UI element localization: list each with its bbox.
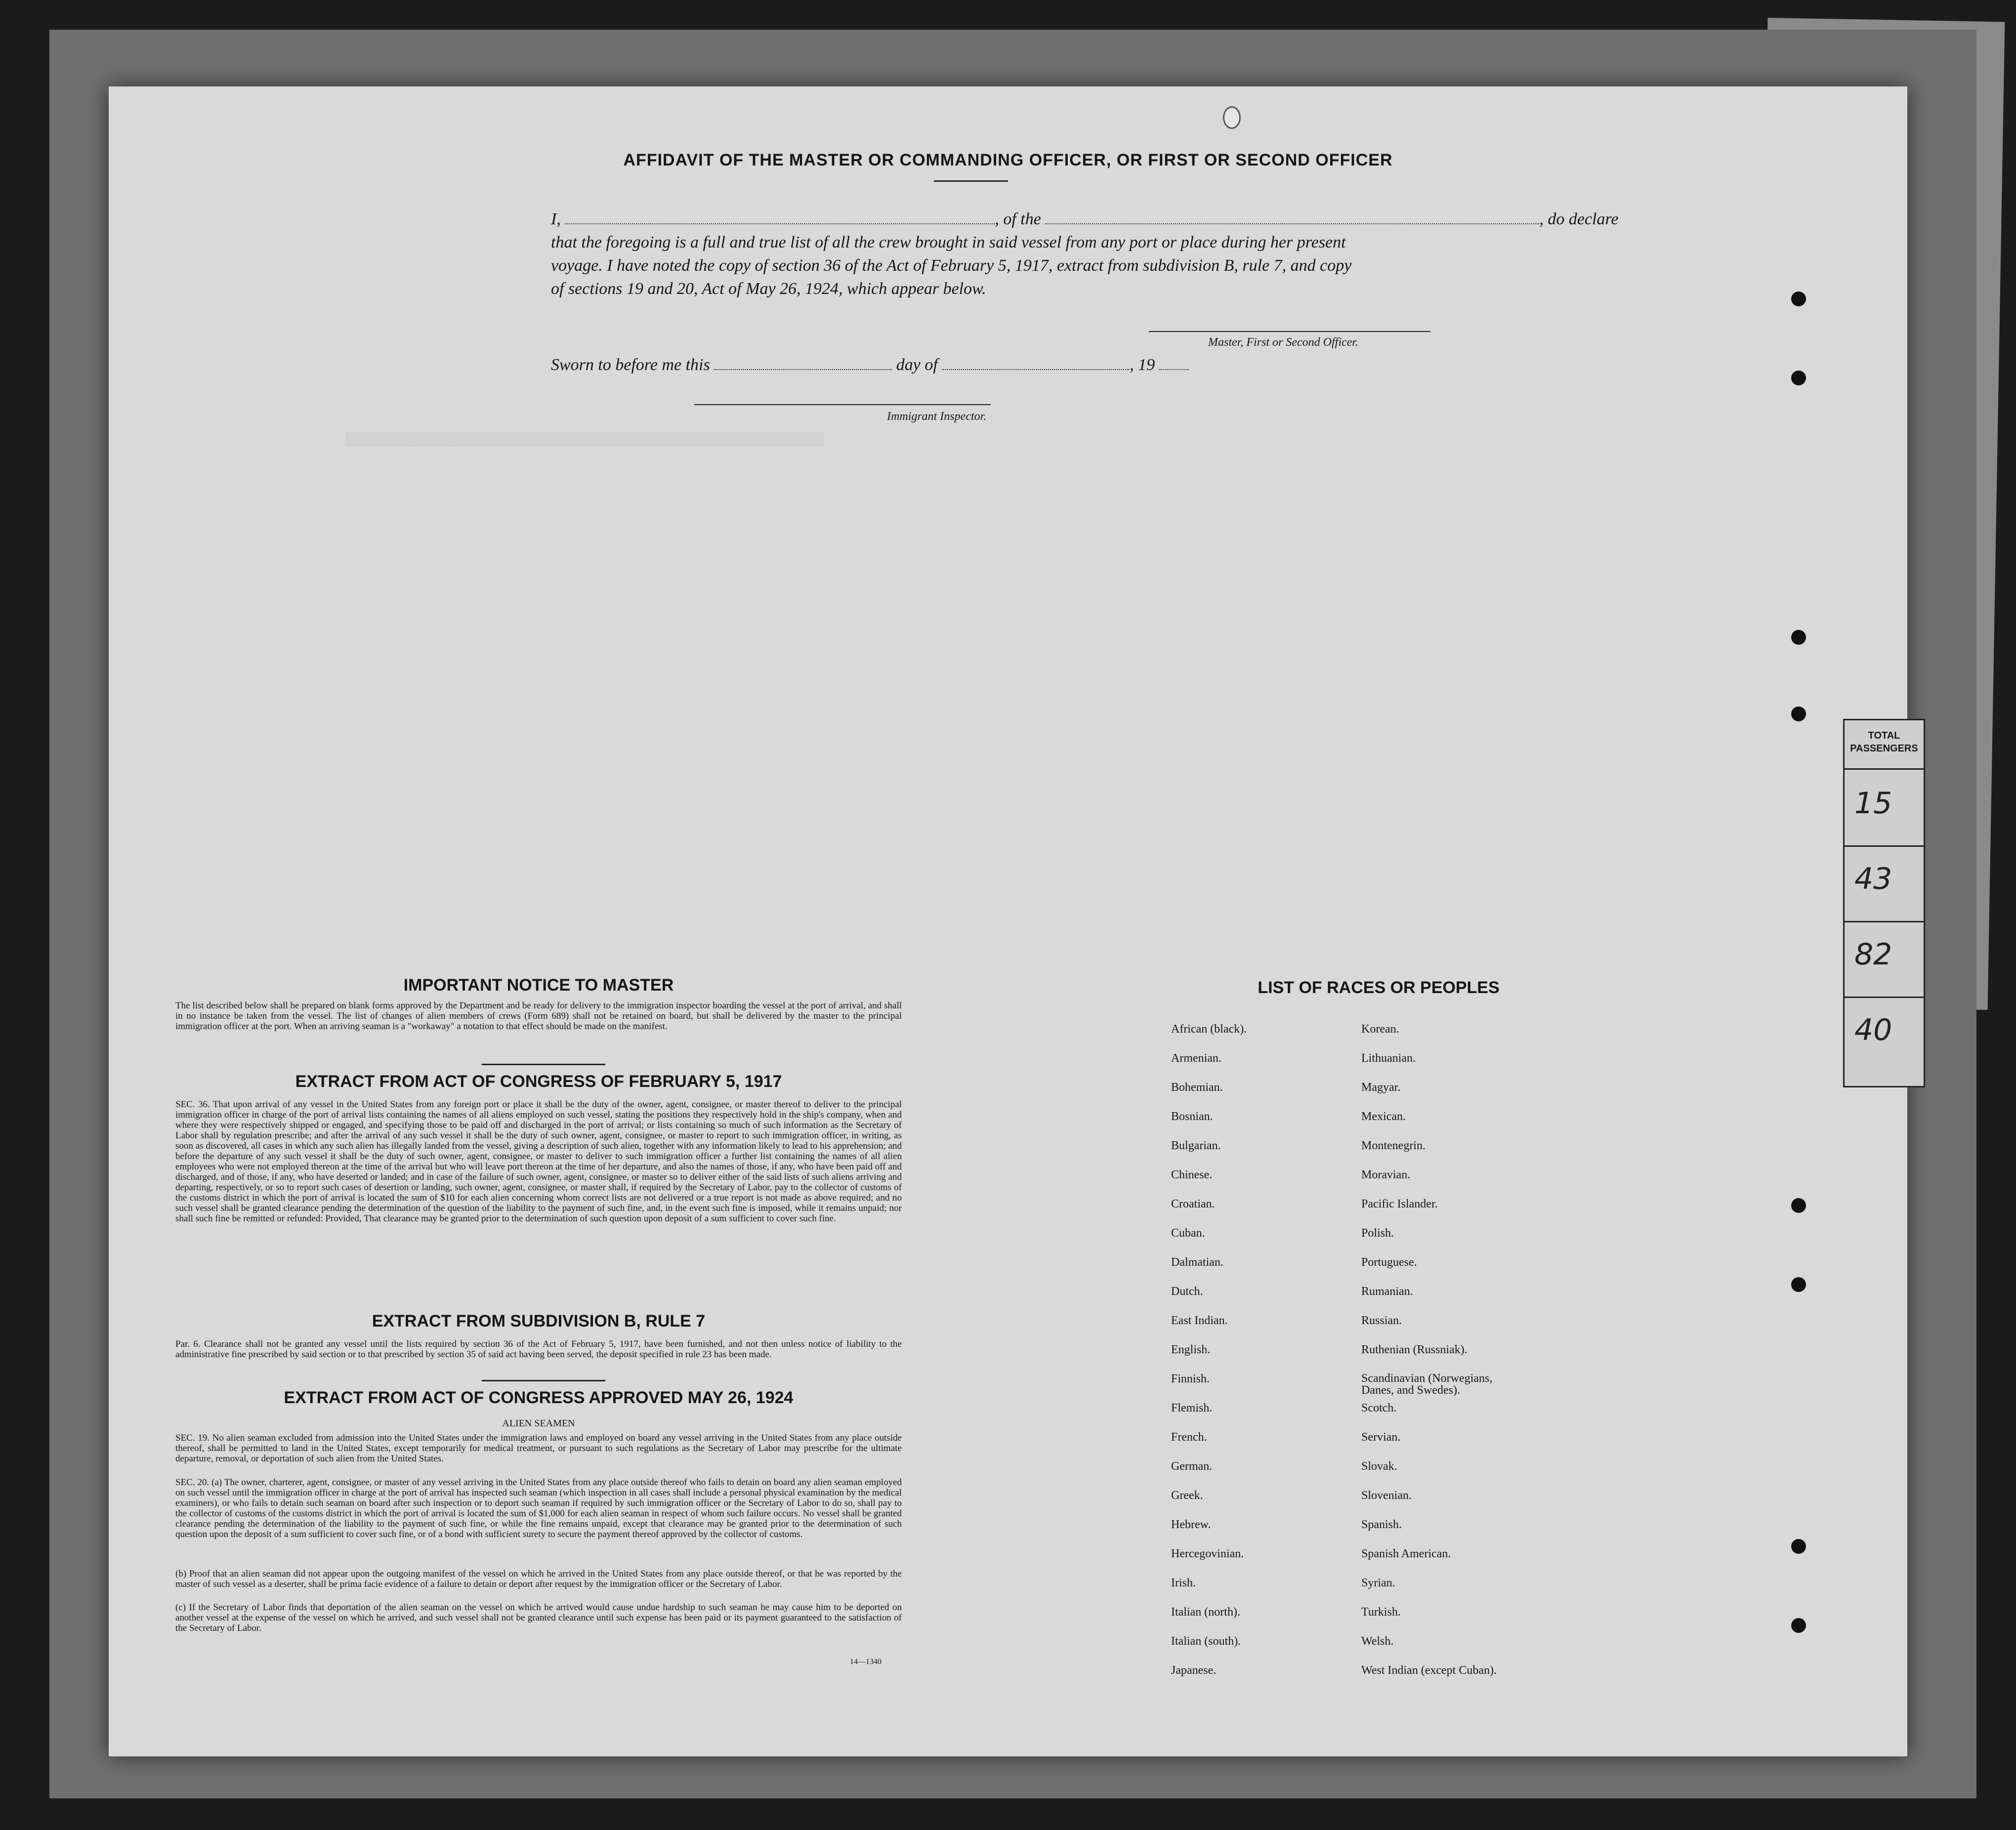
race-item: West Indian (except Cuban). <box>1361 1664 1497 1677</box>
passenger-count: 82 <box>1854 937 1892 972</box>
race-item: Scandinavian (Norwegians, Danes, and Swedes). <box>1361 1372 1493 1397</box>
affidavit-i: I, <box>551 210 561 228</box>
signature-line[interactable] <box>1149 331 1430 332</box>
bleed-through-text: ▒▒▒▒▒▒▒▒▒▒▒▒▒▒▒▒▒▒▒▒▒▒▒▒▒▒▒▒▒▒▒▒▒▒▒▒▒▒▒▒▒▒▒▒▒▒▒▒▒▒▒▒▒▒▒▒▒▒▒▒▒▒ <box>346 432 824 447</box>
race-item: Italian (south). <box>1171 1635 1241 1648</box>
race-item: Scotch. <box>1361 1402 1397 1414</box>
extract-1917-title: EXTRACT FROM ACT OF CONGRESS OF FEBRUARY 5, 1917 <box>295 1072 782 1091</box>
punch-hole <box>1791 707 1806 721</box>
race-item: Welsh. <box>1361 1635 1394 1648</box>
extract-1924-sec20b: (b) Proof that an alien seaman did not appear upon the outgoing manifest of the vessel on which he arrived in the United States from any place outside thereof, or that he was reported by the master of such vessel as a deserter, shall be prima facie evidence of a failure to detain or deport after request by the immigration officer or the Secretary of Labor. <box>175 1569 902 1589</box>
passenger-cell <box>1845 922 1924 998</box>
affidavit-line-4: of sections 19 and 20, Act of May 26, 1924, which appear below. <box>551 280 986 298</box>
inspector-label: Immigrant Inspector. <box>887 410 987 423</box>
race-item: Rumanian. <box>1361 1285 1413 1298</box>
race-item: Dutch. <box>1171 1285 1203 1298</box>
race-item: Turkish. <box>1361 1606 1401 1619</box>
race-item: Mexican. <box>1361 1110 1406 1123</box>
race-item: East Indian. <box>1171 1314 1228 1327</box>
form-number: 14—1340 <box>850 1658 882 1666</box>
race-item: French. <box>1171 1431 1207 1444</box>
affidavit-line-1 <box>551 210 1619 229</box>
race-item: Syrian. <box>1361 1577 1395 1589</box>
passenger-count: 15 <box>1854 786 1892 821</box>
vessel-blank[interactable] <box>1045 212 1539 224</box>
race-item: Bosnian. <box>1171 1110 1213 1123</box>
race-item: Chinese. <box>1171 1168 1213 1181</box>
race-item: Spanish. <box>1361 1518 1402 1531</box>
race-item: Servian. <box>1361 1431 1401 1444</box>
race-item: Spanish American. <box>1361 1547 1451 1560</box>
passenger-cell <box>1845 998 1924 1072</box>
inspector-signature-line[interactable] <box>694 404 991 405</box>
extract-1924-sec20a: SEC. 20. (a) The owner, charterer, agent, consignee, or master of any vessel arriving in the United States from any place outside thereof who fails to detain on board any alien seaman employed on such vessel until the immigration officer in charge at the port of arrival has inspected such seaman (which inspection in all cases shall include a personal physical examination by the medical examiners), or who fails to detain such seaman on board after such inspection or to deport such seaman if required by such immigration officer or the Secretary of Labor to do so, shall pay to the collector of customs of the customs district in which the port of arrival is located the sum of $1,000 for each alien seaman in respect of whom such failure occurs. No vessel shall be granted clearance pending the determination of the liability to the payment of such fine, or while the fine remains unpaid, except that clearance may be granted prior to the determination of such question upon the deposit of a sum sufficient to cover such fine, or of a bond with sufficient surety to secure the payment thereof approved by the collector of customs. <box>175 1477 902 1539</box>
race-item: Montenegrin. <box>1361 1139 1426 1152</box>
extract-1924-title: EXTRACT FROM ACT OF CONGRESS APPROVED MAY 26, 1924 <box>284 1388 794 1407</box>
race-item: Lithuanian. <box>1361 1052 1416 1065</box>
year-prefix: , 19 <box>1130 356 1155 374</box>
notice-text: The list described below shall be prepared on blank forms approved by the Department and be ready for delivery to the immigration inspector boarding the vessel at the port of arrival, and shall in no instance be taken from the vessel. The list of changes of alien members of crews (Form 689) shall not be retained on board, but shall be delivered by the master to the principal immigration officer at the port. When an arriving seaman is a "workaway" a notation to that effect should be made on the manifest. <box>175 1000 902 1032</box>
race-item: Italian (north). <box>1171 1606 1240 1619</box>
race-item: Bulgarian. <box>1171 1139 1221 1152</box>
passenger-count: 43 <box>1854 862 1892 896</box>
passenger-cell <box>1845 771 1924 847</box>
punch-hole <box>1791 1198 1806 1213</box>
alien-seamen-subtitle: ALIEN SEAMEN <box>502 1418 575 1429</box>
rule7-rule <box>482 1380 605 1381</box>
race-item: Flemish. <box>1171 1402 1213 1414</box>
notice-title: IMPORTANT NOTICE TO MASTER <box>403 976 674 995</box>
notice-rule <box>482 1064 605 1065</box>
race-item: Hercegovinian. <box>1171 1547 1244 1560</box>
race-item: Japanese. <box>1171 1664 1217 1677</box>
race-item: Cuban. <box>1171 1227 1205 1240</box>
sworn-line <box>551 356 1189 374</box>
extract-1924-sec19: SEC. 19. No alien seaman excluded from admission into the United States under the immigration laws and employed on board any vessel arriving in the United States from any place outside thereof, shall be permitted to land in the United States, except temporarily for medical treatment, or pursuant to such regulations as the Secretary of Labor may prescribe for the ultimate departure, removal, or deportation of such alien from the United States. <box>175 1433 902 1464</box>
sworn-year-blank[interactable] <box>1159 358 1189 370</box>
punch-hole <box>1791 1277 1806 1292</box>
race-item: Russian. <box>1361 1314 1402 1327</box>
name-blank[interactable] <box>565 212 995 224</box>
race-item: Slovak. <box>1361 1460 1397 1473</box>
race-item: Dalmatian. <box>1171 1256 1223 1269</box>
race-item: Irish. <box>1171 1577 1196 1589</box>
extract-1917-text: SEC. 36. That upon arrival of any vessel in the United States from any foreign port or place it shall be the duty of the owner, agent, consignee, or master thereof to deliver to the principal immigration officer in charge of the port of arrival lists containing the names of all aliens employed on such vessel, stating the positions they respectively hold in the ship's company, when and where they were respectively shipped or engaged, and specifying those to be paid off and discharged in the port of arrival; or lists containing so much of such information as the Secretary of Labor shall by regulation prescribe; and after the arrival of any such vessel it shall be the duty of such owner, agent, consignee, or master to report to such immigration officer, in writing, as soon as discovered, all cases in which any such alien has illegally landed from the vessel, giving a description of such alien, together with any information likely to lead to his apprehension; and before the departure of any such vessel it shall be the duty of such owner, agent, consignee, or master to deliver to such immigration officer a further list containing the names of all alien employees who were not employed thereon at the time of the arrival but who will leave port thereon at the time of her departure, and also the names of those, if any, who have been paid off and discharged, and of those, if any, who have deserted or landed; and in case of the failure of such owner, agent, consignee, or master so to deliver either of the said lists of such aliens arriving and departing, respectively, or so to report such cases of desertion or landing, such owner, agent, consignee, or master shall, if required by the Secretary of Labor, pay to the collector of customs of the customs district in which the port of arrival is located the sum of $10 for each alien concerning whom correct lists are not delivered or a true report is not made as above required; and no such vessel shall be granted clearance pending the determination of the question of the liability to the payment of such fine, and, in the event such fine is imposed, while it remains unpaid; nor shall such fine be remitted or refunded: Provided, That clearance may be granted prior to the determination of such question upon deposit of a sum sufficient to cover such fine. <box>175 1099 902 1224</box>
race-item: Polish. <box>1361 1227 1394 1240</box>
document-sheet <box>109 86 1907 1756</box>
race-item: Ruthenian (Russniak). <box>1361 1343 1468 1356</box>
total-passengers-header <box>1845 720 1924 770</box>
rule7-title: EXTRACT FROM SUBDIVISION B, RULE 7 <box>372 1312 706 1331</box>
sworn-day-blank[interactable] <box>714 358 892 370</box>
race-item: Finnish. <box>1171 1372 1210 1385</box>
rule7-text: Par. 6. Clearance shall not be granted any vessel until the lists required by section 36 of the Act of February 5, 1917, have been furnished, and not then unless notice of liability to the administrative fine prescribed by said section or to that prescribed by section 35 of said act having been served, the deposit specified in rule 23 has been made. <box>175 1339 902 1360</box>
race-item: Korean. <box>1361 1023 1399 1036</box>
race-item: African (black). <box>1171 1023 1247 1036</box>
punch-hole <box>1791 630 1806 645</box>
title-rule <box>934 180 1008 182</box>
affidavit-declare: , do declare <box>1539 210 1619 228</box>
punch-hole <box>1791 1618 1806 1633</box>
races-title: LIST OF RACES OR PEOPLES <box>1258 978 1500 997</box>
race-item: Hebrew. <box>1171 1518 1211 1531</box>
affidavit-of-the: , of the <box>995 210 1041 228</box>
affidavit-title: AFFIDAVIT OF THE MASTER OR COMMANDING OFFICER, OR FIRST OR SECOND OFFICER <box>623 151 1393 169</box>
total-passengers-header-text: TOTAL PASSENGERS <box>1850 730 1918 754</box>
race-item: Slovenian. <box>1361 1489 1412 1502</box>
extract-1924-sec20c: (c) If the Secretary of Labor finds that deportation of the alien seaman on the vessel on which he arrived would cause undue hardship to such seaman he may cause him to be deported on another vessel at the expense of the vessel on which he arrived, and such vessel shall not be granted clearance until such expense has been paid or its payment guaranteed to the satisfaction of the Secretary of Labor. <box>175 1602 902 1633</box>
race-item: German. <box>1171 1460 1213 1473</box>
day-of-text: day of <box>896 356 938 374</box>
passenger-count: 40 <box>1854 1013 1892 1047</box>
race-item: Greek. <box>1171 1489 1203 1502</box>
signature-label: Master, First or Second Officer. <box>1208 336 1358 349</box>
sworn-text: Sworn to before me this <box>551 356 710 374</box>
sworn-month-blank[interactable] <box>942 358 1130 370</box>
race-item: English. <box>1171 1343 1211 1356</box>
binder-ring <box>1223 106 1241 129</box>
punch-hole <box>1791 371 1806 385</box>
race-item: Pacific Islander. <box>1361 1198 1438 1210</box>
race-item: Armenian. <box>1171 1052 1221 1065</box>
punch-hole <box>1791 291 1806 306</box>
punch-hole <box>1791 1539 1806 1554</box>
passenger-cell <box>1845 847 1924 922</box>
affidavit-line-2: that the foregoing is a full and true list of all the crew brought in said vessel from any port or place during her present <box>551 233 1346 251</box>
race-item: Bohemian. <box>1171 1081 1223 1094</box>
race-item: Croatian. <box>1171 1198 1215 1210</box>
race-item: Moravian. <box>1361 1168 1411 1181</box>
race-item: Magyar. <box>1361 1081 1401 1094</box>
affidavit-line-3: voyage. I have noted the copy of section 36 of the Act of February 5, 1917, extract from subdivision B, rule 7, and copy <box>551 256 1352 275</box>
total-passengers-table <box>1843 719 1925 1087</box>
race-item: Portuguese. <box>1361 1256 1417 1269</box>
